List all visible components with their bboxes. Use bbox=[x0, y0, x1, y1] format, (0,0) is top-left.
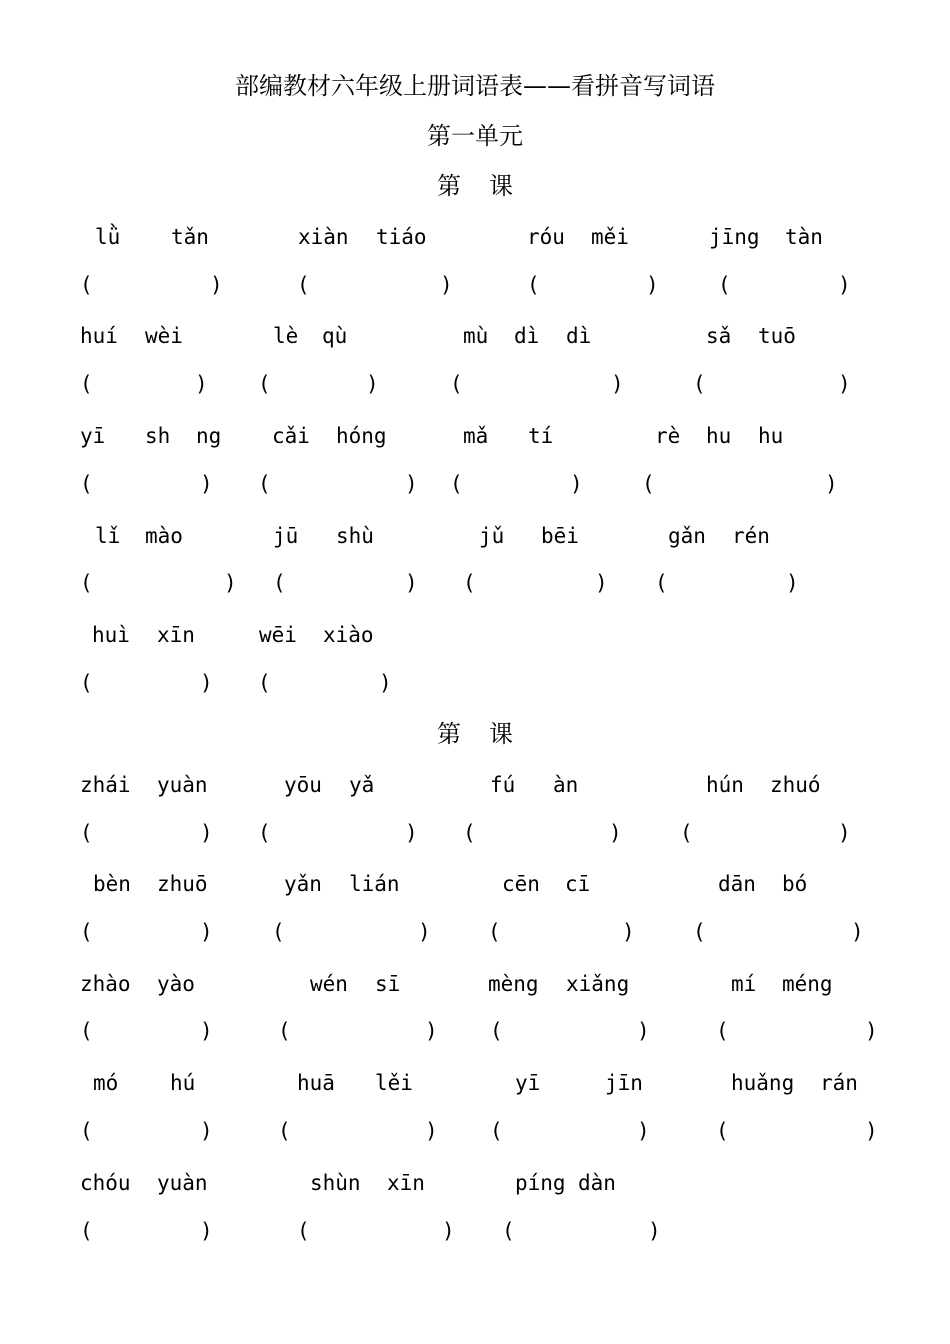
pinyin-syllable: zhuó bbox=[770, 773, 821, 797]
pinyin-syllable: dān bbox=[718, 872, 756, 896]
pinyin-syllable: bèn bbox=[93, 872, 131, 896]
answer-bracket-open: ( bbox=[490, 1119, 503, 1143]
answer-bracket-open: ( bbox=[463, 821, 476, 845]
pinyin-syllable: měi bbox=[591, 225, 629, 249]
pinyin-syllable: ng bbox=[196, 424, 222, 448]
answer-bracket-close: ) bbox=[622, 920, 635, 944]
answer-bracket-close: ) bbox=[570, 472, 583, 496]
answer-bracket-close: ) bbox=[405, 472, 418, 496]
answer-bracket-close: ) bbox=[210, 273, 223, 297]
pinyin-syllable: jū bbox=[273, 524, 299, 548]
answer-bracket-open: ( bbox=[716, 1119, 729, 1143]
pinyin-syllable: huí bbox=[80, 324, 118, 348]
answer-bracket-close: ) bbox=[838, 273, 851, 297]
pinyin-syllable: bēi bbox=[541, 524, 579, 548]
pinyin-syllable: sǎ bbox=[706, 324, 732, 348]
answer-bracket-open: ( bbox=[490, 1019, 503, 1043]
answer-bracket-open: ( bbox=[655, 571, 668, 595]
answer-bracket-close: ) bbox=[865, 1119, 878, 1143]
answer-bracket-open: ( bbox=[278, 1019, 291, 1043]
answer-bracket-close: ) bbox=[405, 571, 418, 595]
answer-bracket-open: ( bbox=[80, 1119, 93, 1143]
answer-bracket-open: ( bbox=[80, 920, 93, 944]
pinyin-syllable: mèng bbox=[488, 972, 539, 996]
answer-bracket-open: ( bbox=[463, 571, 476, 595]
pinyin-syllable: qù bbox=[322, 324, 348, 348]
pinyin-syllable: tí bbox=[528, 424, 554, 448]
answer-bracket-open: ( bbox=[297, 273, 310, 297]
answer-bracket-close: ) bbox=[425, 1019, 438, 1043]
answer-bracket-close: ) bbox=[200, 821, 213, 845]
pinyin-syllable: yǎn bbox=[284, 872, 322, 896]
pinyin-syllable: hu bbox=[706, 424, 732, 448]
lesson-heading bbox=[0, 168, 950, 204]
answer-bracket-open: ( bbox=[502, 1219, 515, 1243]
pinyin-syllable: yī bbox=[515, 1071, 541, 1095]
pinyin-syllable: tuō bbox=[758, 324, 796, 348]
pinyin-syllable: rén bbox=[732, 524, 770, 548]
pinyin-syllable: róu bbox=[527, 225, 565, 249]
pinyin-syllable: rán bbox=[820, 1071, 858, 1095]
answer-bracket-open: ( bbox=[680, 821, 693, 845]
answer-bracket-close: ) bbox=[200, 1019, 213, 1043]
answer-bracket-open: ( bbox=[693, 920, 706, 944]
answer-bracket-close: ) bbox=[405, 821, 418, 845]
pinyin-syllable: dàn bbox=[578, 1171, 616, 1195]
answer-bracket-open: ( bbox=[80, 671, 93, 695]
pinyin-syllable: méng bbox=[782, 972, 833, 996]
answer-bracket-open: ( bbox=[80, 273, 93, 297]
answer-bracket-open: ( bbox=[716, 1019, 729, 1043]
pinyin-syllable: jīn bbox=[605, 1071, 643, 1095]
pinyin-syllable: dì bbox=[514, 324, 540, 348]
answer-bracket-close: ) bbox=[200, 472, 213, 496]
answer-bracket-open: ( bbox=[258, 821, 271, 845]
pinyin-syllable: xiào bbox=[323, 623, 374, 647]
answer-bracket-close: ) bbox=[825, 472, 838, 496]
answer-bracket-close: ) bbox=[224, 571, 237, 595]
pinyin-syllable: fú bbox=[490, 773, 516, 797]
answer-bracket-open: ( bbox=[80, 472, 93, 496]
pinyin-syllable: xiàn bbox=[298, 225, 349, 249]
answer-bracket-open: ( bbox=[80, 1019, 93, 1043]
answer-bracket-open: ( bbox=[273, 571, 286, 595]
pinyin-syllable: mí bbox=[731, 972, 757, 996]
pinyin-syllable: yǎ bbox=[349, 773, 375, 797]
pinyin-syllable: huì bbox=[92, 623, 130, 647]
pinyin-syllable: gǎn bbox=[668, 524, 706, 548]
pinyin-syllable: chóu bbox=[80, 1171, 131, 1195]
answer-bracket-open: ( bbox=[297, 1219, 310, 1243]
answer-bracket-open: ( bbox=[80, 821, 93, 845]
answer-bracket-open: ( bbox=[450, 372, 463, 396]
pinyin-syllable: hóng bbox=[336, 424, 387, 448]
lesson-heading-ke: 课 bbox=[489, 172, 513, 200]
answer-bracket-open: ( bbox=[258, 671, 271, 695]
pinyin-syllable: mó bbox=[93, 1071, 119, 1095]
answer-bracket-close: ) bbox=[442, 1219, 455, 1243]
answer-bracket-open: ( bbox=[80, 571, 93, 595]
lesson-heading-di: 第 bbox=[437, 172, 461, 200]
pinyin-syllable: jǔ bbox=[479, 524, 505, 548]
answer-bracket-close: ) bbox=[200, 920, 213, 944]
pinyin-syllable: tàn bbox=[785, 225, 823, 249]
answer-bracket-open: ( bbox=[272, 920, 285, 944]
pinyin-syllable: wēi bbox=[259, 623, 297, 647]
answer-bracket-open: ( bbox=[488, 920, 501, 944]
pinyin-syllable: hú bbox=[170, 1071, 196, 1095]
pinyin-syllable: àn bbox=[553, 773, 579, 797]
answer-bracket-open: ( bbox=[527, 273, 540, 297]
pinyin-syllable: xīn bbox=[157, 623, 195, 647]
pinyin-syllable: bó bbox=[782, 872, 808, 896]
answer-bracket-close: ) bbox=[440, 273, 453, 297]
lesson-heading-ke: 课 bbox=[489, 720, 513, 748]
answer-bracket-close: ) bbox=[786, 571, 799, 595]
answer-bracket-open: ( bbox=[693, 372, 706, 396]
pinyin-syllable: yào bbox=[157, 972, 195, 996]
pinyin-syllable: zhái bbox=[80, 773, 131, 797]
pinyin-syllable: rè bbox=[655, 424, 681, 448]
pinyin-syllable: cī bbox=[565, 872, 591, 896]
answer-bracket-open: ( bbox=[80, 1219, 93, 1243]
pinyin-syllable: mào bbox=[145, 524, 183, 548]
pinyin-syllable: cǎi bbox=[272, 424, 310, 448]
pinyin-syllable: lǜ bbox=[95, 225, 121, 249]
answer-bracket-close: ) bbox=[200, 671, 213, 695]
answer-bracket-close: ) bbox=[646, 273, 659, 297]
answer-bracket-open: ( bbox=[80, 372, 93, 396]
page-title: 部编教材六年级上册词语表——看拼音写词语 bbox=[235, 72, 715, 100]
pinyin-syllable: mù bbox=[463, 324, 489, 348]
pinyin-syllable: sh bbox=[145, 424, 171, 448]
pinyin-syllable: shùn bbox=[310, 1171, 361, 1195]
pinyin-syllable: shù bbox=[336, 524, 374, 548]
answer-bracket-open: ( bbox=[278, 1119, 291, 1143]
pinyin-syllable: píng bbox=[515, 1171, 566, 1195]
answer-bracket-open: ( bbox=[258, 472, 271, 496]
pinyin-syllable: dì bbox=[566, 324, 592, 348]
answer-bracket-open: ( bbox=[642, 472, 655, 496]
answer-bracket-open: ( bbox=[258, 372, 271, 396]
pinyin-syllable: cēn bbox=[502, 872, 540, 896]
answer-bracket-open: ( bbox=[450, 472, 463, 496]
answer-bracket-close: ) bbox=[838, 372, 851, 396]
answer-bracket-close: ) bbox=[609, 821, 622, 845]
answer-bracket-close: ) bbox=[425, 1119, 438, 1143]
answer-bracket-close: ) bbox=[865, 1019, 878, 1043]
answer-bracket-close: ) bbox=[595, 571, 608, 595]
answer-bracket-close: ) bbox=[366, 372, 379, 396]
answer-bracket-close: ) bbox=[200, 1119, 213, 1143]
lesson-heading bbox=[0, 716, 950, 752]
pinyin-syllable: zhuō bbox=[157, 872, 208, 896]
answer-bracket-close: ) bbox=[637, 1119, 650, 1143]
pinyin-syllable: sī bbox=[375, 972, 401, 996]
pinyin-syllable: lián bbox=[349, 872, 400, 896]
answer-bracket-close: ) bbox=[379, 671, 392, 695]
answer-bracket-close: ) bbox=[851, 920, 864, 944]
answer-bracket-close: ) bbox=[838, 821, 851, 845]
pinyin-syllable: wèi bbox=[145, 324, 183, 348]
answer-bracket-close: ) bbox=[200, 1219, 213, 1243]
pinyin-syllable: hún bbox=[706, 773, 744, 797]
pinyin-syllable: yuàn bbox=[157, 773, 208, 797]
answer-bracket-open: ( bbox=[718, 273, 731, 297]
answer-bracket-close: ) bbox=[637, 1019, 650, 1043]
pinyin-syllable: lǐ bbox=[95, 524, 121, 548]
answer-bracket-close: ) bbox=[195, 372, 208, 396]
pinyin-syllable: wén bbox=[310, 972, 348, 996]
pinyin-syllable: yuàn bbox=[157, 1171, 208, 1195]
pinyin-syllable: mǎ bbox=[463, 424, 489, 448]
pinyin-syllable: hu bbox=[758, 424, 784, 448]
answer-bracket-close: ) bbox=[611, 372, 624, 396]
pinyin-syllable: xīn bbox=[387, 1171, 425, 1195]
answer-bracket-close: ) bbox=[418, 920, 431, 944]
pinyin-syllable: lè bbox=[273, 324, 299, 348]
pinyin-syllable: tǎn bbox=[171, 225, 209, 249]
pinyin-syllable: xiǎng bbox=[566, 972, 630, 996]
pinyin-syllable: yī bbox=[80, 424, 106, 448]
pinyin-syllable: zhào bbox=[80, 972, 131, 996]
pinyin-syllable: tiáo bbox=[376, 225, 427, 249]
pinyin-syllable: huǎng bbox=[731, 1071, 795, 1095]
pinyin-syllable: lěi bbox=[375, 1071, 413, 1095]
pinyin-syllable: yōu bbox=[284, 773, 322, 797]
answer-bracket-close: ) bbox=[648, 1219, 661, 1243]
unit-heading: 第一单元 bbox=[427, 122, 523, 150]
pinyin-syllable: jīng bbox=[709, 225, 760, 249]
lesson-heading-di: 第 bbox=[437, 720, 461, 748]
pinyin-syllable: huā bbox=[297, 1071, 335, 1095]
